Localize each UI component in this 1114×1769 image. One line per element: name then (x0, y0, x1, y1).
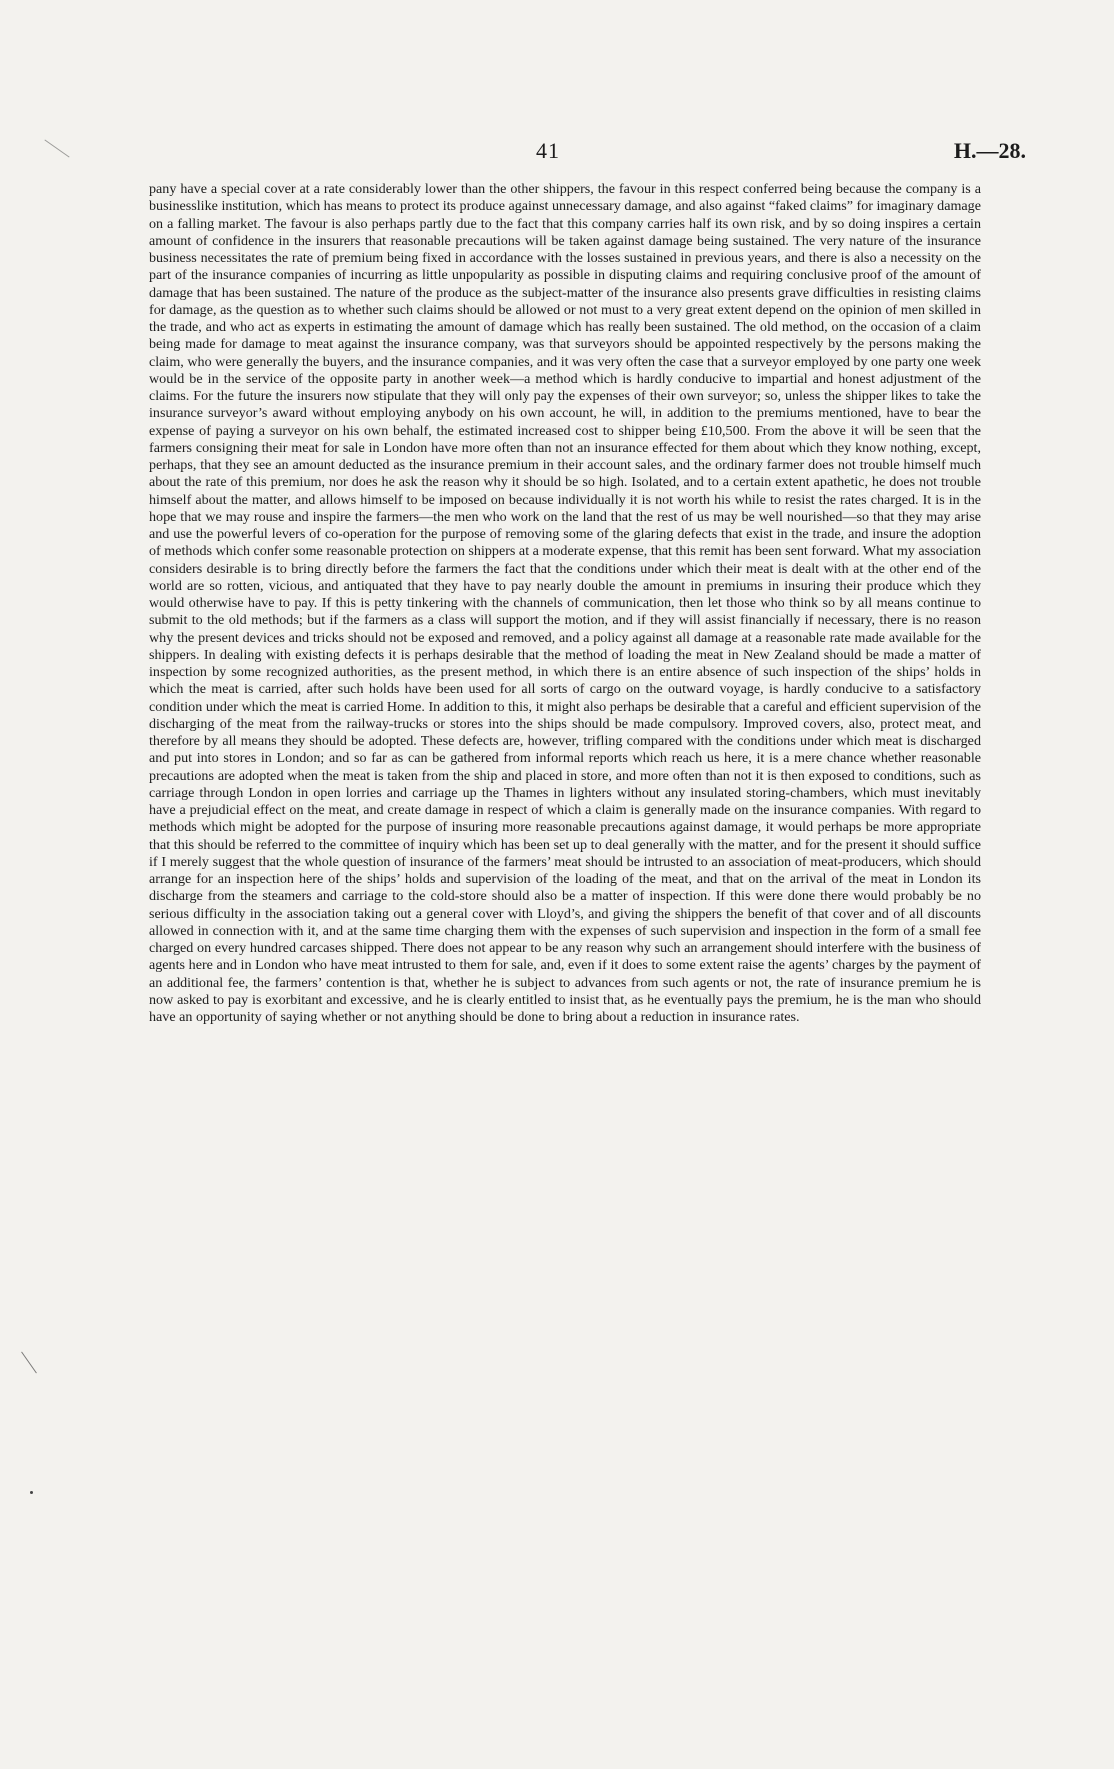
margin-scratch-top (44, 139, 69, 157)
page-number: 41 (536, 138, 560, 163)
margin-dot (30, 1491, 33, 1494)
body-paragraph: pany have a special cover at a rate considerably lower than the other shippers, the favour in this respect conferred being because the company is a businesslike institution, which has means to protect its produce against unnecessary damage, and also against “faked claims” for imaginary damage on a falling market. The favour is also perhaps partly due to the fact that this company carries half its own risk, and by so doing inspires a certain amount of confidence in the insurers that reasonable precautions will be taken against damage being sustained. The very nature of the insurance business necessitates the rate of premium being fixed in accordance with the losses sustained in previous years, and there is also a necessity on the part of the insurance companies of incurring as little unpopularity as possible in disputing claims and requiring conclusive proof of the amount of damage that has been sustained. The nature of the produce as the subject-matter of the insurance also presents grave difficulties in resisting claims for damage, as the question as to whether such claims should be allowed or not must to a very great extent depend on the opinion of men skilled in the trade, and who act as experts in estimating the amount of damage which has really been sustained. The old method, on the occasion of a claim being made for damage to meat against the insurance company, was that surveyors should be appointed respectively by the persons making the claim, who were generally the buyers, and the insurance companies, and it was very often the case that a surveyor employed by one party one week would be in the service of the opposite party in another week—a method which is hardly conducive to impartial and honest adjustment of the claims. For the future the insurers now stipulate that they will only pay the expenses of their own surveyor; so, unless the shipper likes to take the insurance surveyor’s award without employing anybody on his own account, he will, in addition to the premiums mentioned, have to bear the expense of paying a surveyor on his own behalf, the estimated increased cost to shipper being £10,500. From the above it will be seen that the farmers consigning their meat for sale in London have more often than not an insurance effected for them about which they know nothing, except, perhaps, that they see an amount deducted as the insurance premium in their account sales, and the ordinary farmer does not trouble himself much about the rate of this premium, nor does he ask the reason why it should be so high. Isolated, and to a certain extent apathetic, he does not trouble himself about the matter, and allows himself to be imposed on because individually it is not worth his while to resist the rates charged. It is in the hope that we may rouse and inspire the farmers—the men who work on the land that the rest of us may be well nourished—so that they may arise and use the powerful levers of co-operation for the purpose of removing some of the glaring defects that exist in the trade, and insure the adoption of methods which confer some reasonable protection on shippers at a moderate expense, that this remit has been sent forward. What my association considers desirable is to bring directly before the farmers the fact that the conditions under which their meat is dealt with at the other end of the world are so rotten, vicious, and antiquated that they have to pay nearly double the amount in premiums in insuring their produce which they would otherwise have to pay. If this is petty tinkering with the channels of communication, then let those who think so by all means continue to submit to the old methods; but if the farmers as a class will support the motion, and if they will assist financially if necessary, there is no reason why the present devices and tricks should not be exposed and removed, and a policy against all damage at a reasonable rate made available for the shippers. In dealing with existing defects it is perhaps desirable that the method of loading the meat in New Zealand should be made a matter of inspection by some recognized authorities, as the present method, in which there is an entire absence of such inspection of the ships’ holds in which the meat is carried, after such holds have been used for all sorts of cargo on the outward voyage, is hardly conducive to a satisfactory condition under which the meat is carried Home. In addition to this, it might also perhaps be desirable that a careful and efficient supervision of the discharging of the meat from the railway-trucks or stores into the ships should be made compulsory. Improved covers, also, protect meat, and therefore by all means they should be adopted. These defects are, however, trifling compared with the conditions under which meat is discharged and put into stores in London; and so far as can be gathered from informal reports which reach us here, it is a mere chance whether reasonable precautions are adopted when the meat is taken from the ship and placed in store, and more often than not it is then exposed to conditions, such as carriage through London in open lorries and carriage up the Thames in lighters without any insulated storing-chambers, which must inevitably have a prejudicial effect on the meat, and create damage in respect of which a claim is generally made on the insurance companies. With regard to methods which might be adopted for the purpose of insuring more reasonable precautions against damage, it would perhaps be more appropriate that this should be referred to the committee of inquiry which has been set up to deal generally with the matter, and for the present it should suffice if I merely suggest that the whole question of insurance of the farmers’ meat should be intrusted to an association of meat-producers, which should arrange for an inspection here of the ships’ holds and supervision of the loading of the meat, and that on the arrival of the meat in London its discharge from the steamers and carriage to the cold-store should also be a matter of inspection. If this were done there would probably be no serious difficulty in the association taking out a general cover with Lloyd’s, and giving the shippers the benefit of that cover and of all discounts allowed in connection with it, and at the same time charging them with the expenses of such supervision and inspection in the form of a small fee charged on every hundred carcases shipped. There does not appear to be any reason why such an arrangement should interfere with the business of agents here and in London who have meat intrusted to them for sale, and, even if it does to some extent raise the agents’ charges by the payment of an additional fee, the farmers’ contention is that, whether he is subject to advances from such agents or not, the rate of insurance premium he is now asked to pay is exorbitant and excessive, and he is clearly entitled to insist that, as he eventually pays the premium, he is the man who should have an opportunity of saying whether or not anything should be done to bring about a reduction in insurance rates. (149, 181, 982, 1025)
document-reference: H.—28. (953, 138, 1026, 163)
margin-scratch-bottom (21, 1352, 37, 1374)
